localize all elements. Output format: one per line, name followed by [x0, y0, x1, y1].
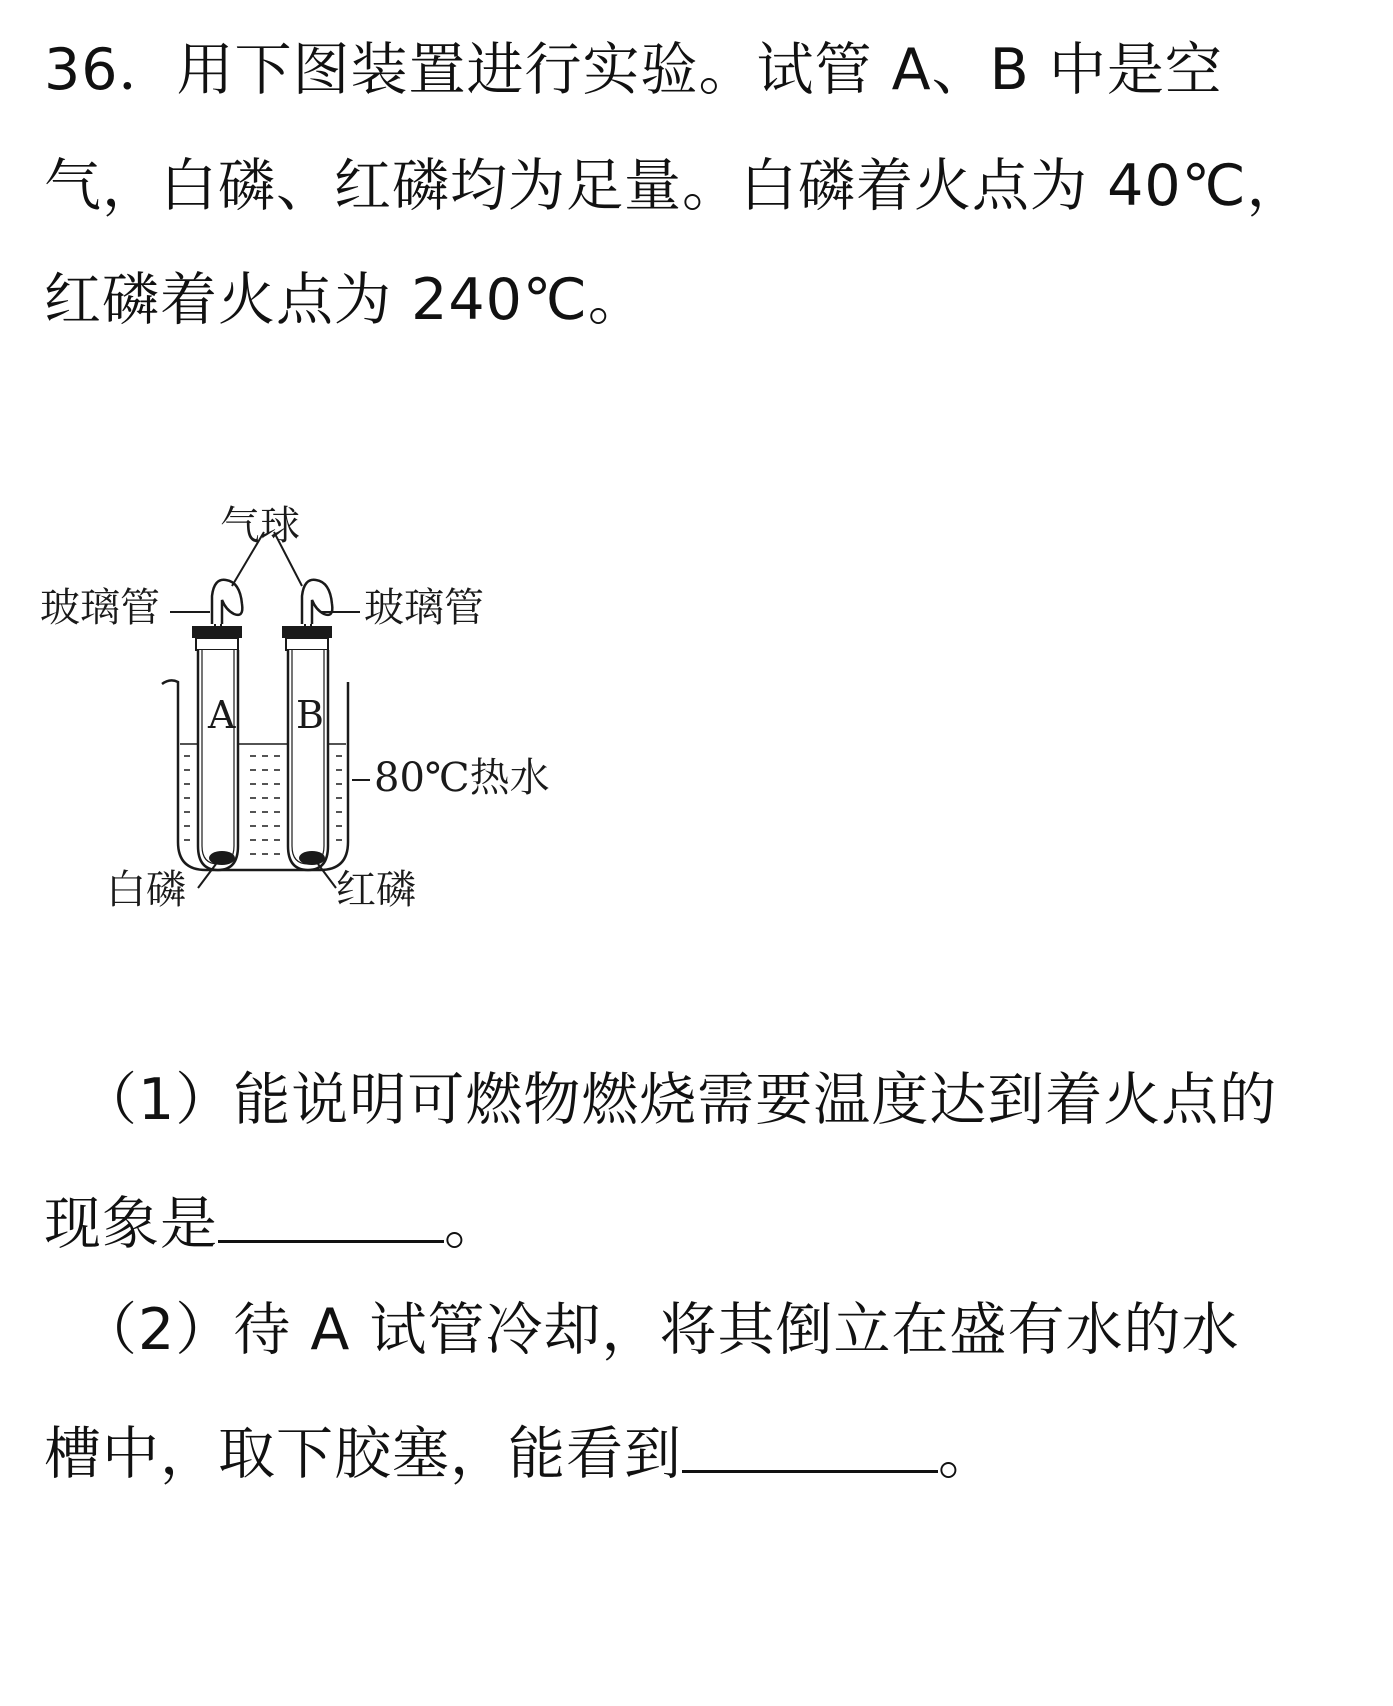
white-phosphorus-label: 白磷 — [106, 866, 186, 913]
part1-suffix: 。 — [444, 1191, 502, 1257]
stopper-right — [282, 626, 332, 650]
tube-a-label: A — [208, 693, 236, 737]
part1-prefix: 现象是 — [44, 1191, 218, 1257]
part1-line-1: （1）能说明可燃物燃烧需要温度达到着火点的 — [80, 1067, 1278, 1133]
red-phosphorus-label: 红磷 — [336, 866, 416, 913]
part2-prefix: 槽中，取下胶塞，能看到 — [44, 1421, 682, 1487]
glass-tube-left-label: 玻璃管 — [40, 584, 160, 631]
white-phosphorus — [209, 851, 235, 865]
question-line-3: 红磷着火点为 240℃。 — [44, 267, 646, 333]
balloon-label: 气球 — [220, 502, 300, 549]
balloon-left — [212, 580, 242, 624]
part2-suffix: 。 — [938, 1421, 996, 1487]
red-phosphorus — [299, 851, 325, 865]
part2-line-1: （2）待 A 试管冷却，将其倒立在盛有水的水 — [80, 1297, 1240, 1363]
part2-line-2 — [44, 1418, 996, 1487]
question-line-2: 气，白磷、红磷均为足量。白磷着火点为 40℃， — [44, 153, 1305, 219]
stopper-left — [192, 626, 242, 650]
test-tube-b — [288, 650, 328, 870]
test-tube-a — [198, 650, 238, 870]
answer-blank-2[interactable] — [682, 1418, 938, 1473]
question-line-1: 36．用下图装置进行实验。试管 A、B 中是空 — [44, 37, 1223, 103]
hot-water-label: 80℃热水 — [374, 754, 550, 801]
experiment-diagram — [30, 500, 590, 920]
glass-tube-right-label: 玻璃管 — [364, 584, 484, 631]
answer-blank-1[interactable] — [218, 1188, 444, 1243]
balloon-right — [302, 580, 332, 624]
tube-b-label: B — [296, 693, 324, 737]
part1-line-2 — [44, 1188, 502, 1257]
